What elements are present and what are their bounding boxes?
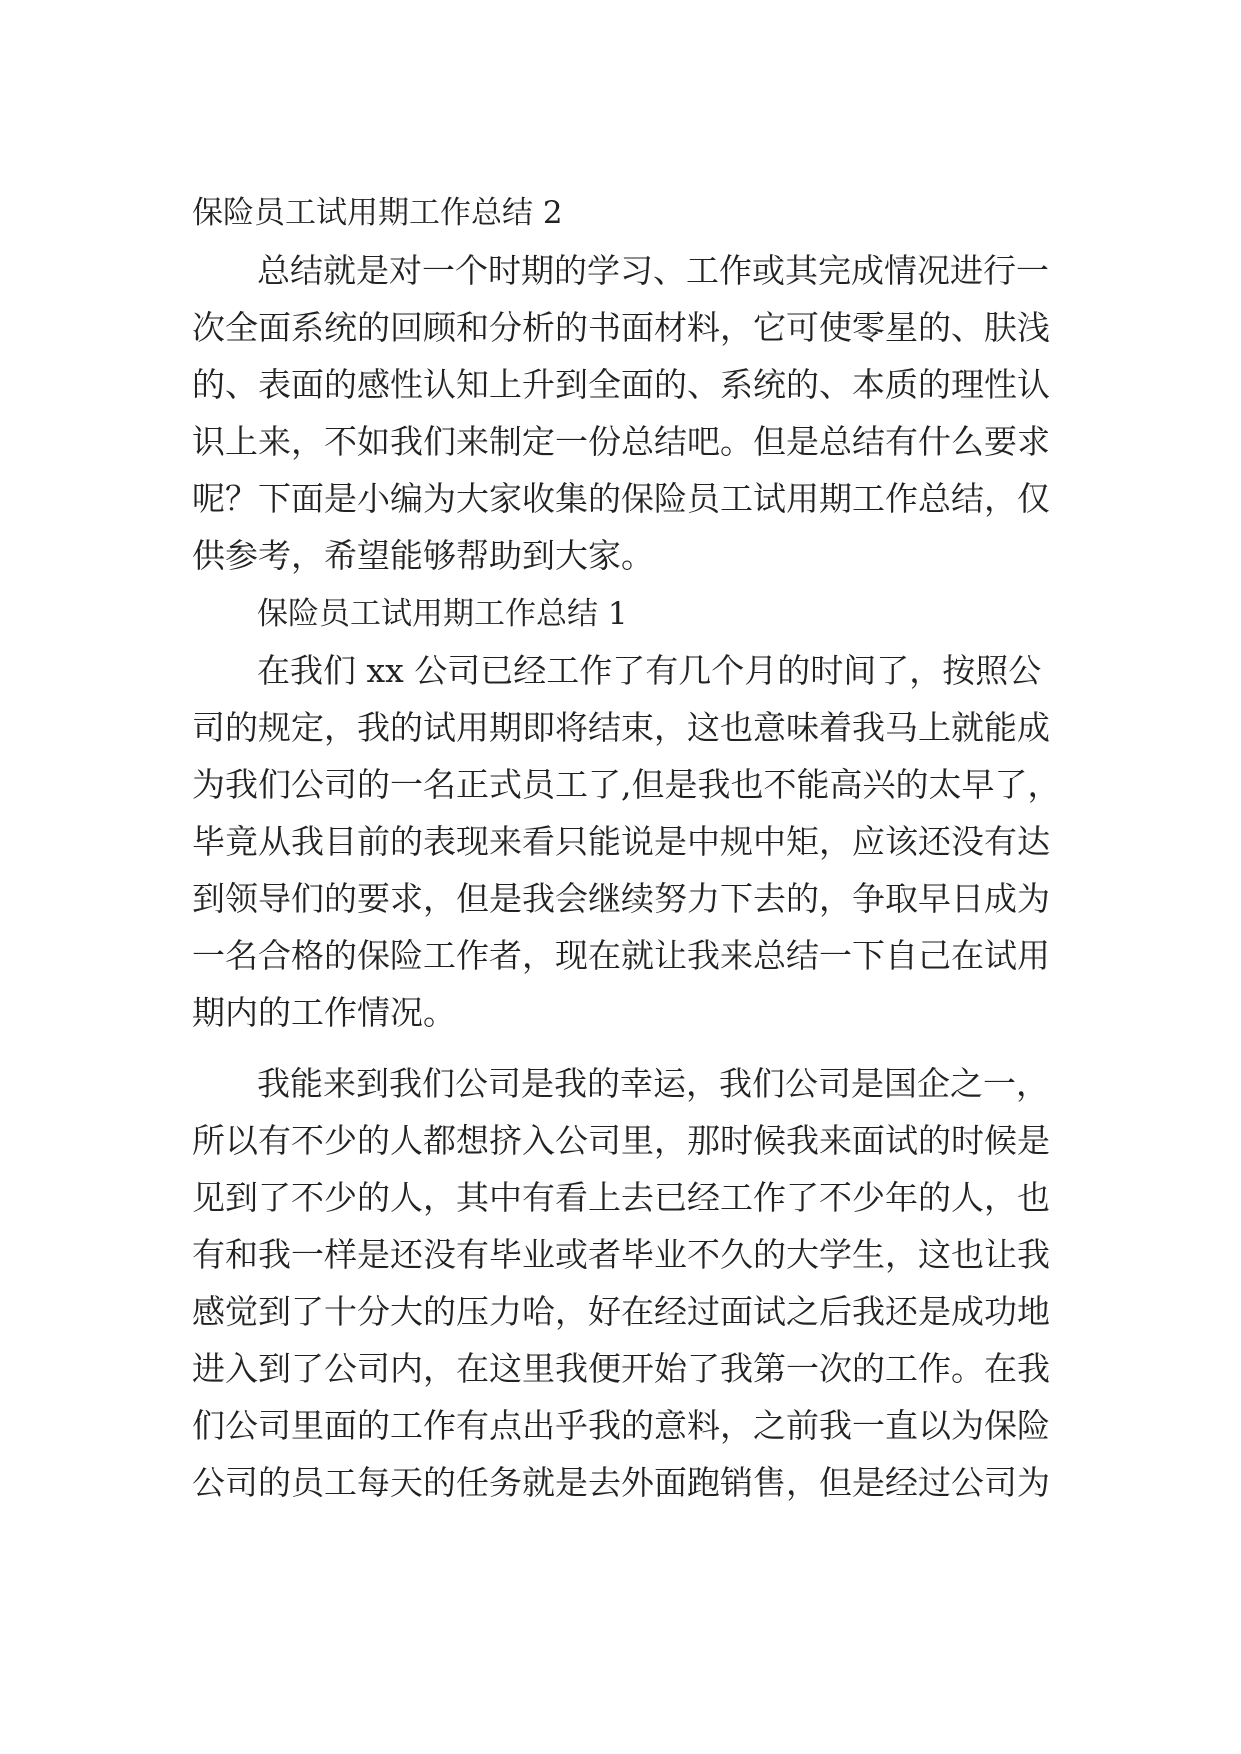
paragraph1-line: 毕竟从我目前的表现来看只能说是中规中矩，应该还没有达 [192,822,1050,861]
paragraph2-line: 见到了不少的人，其中有看上去已经工作了不少年的人，也 [192,1178,1050,1217]
paragraph2-line: 我能来到我们公司是我的幸运，我们公司是国企之一， [257,1064,1049,1103]
intro-line: 识上来，不如我们来制定一份总结吧。但是总结有什么要求 [192,422,1050,461]
paragraph2-line: 公司的员工每天的任务就是去外面跑销售，但是经过公司为 [192,1463,1050,1502]
paragraph2-line: 有和我一样是还没有毕业或者毕业不久的大学生，这也让我 [192,1235,1050,1274]
paragraph1-line: 到领导们的要求，但是我会继续努力下去的，争取早日成为 [192,879,1050,918]
paragraph2-line: 感觉到了十分大的压力哈，好在经过面试之后我还是成功地 [192,1292,1050,1331]
paragraph2-line: 所以有不少的人都想挤入公司里，那时候我来面试的时候是 [192,1121,1050,1160]
intro-line: 总结就是对一个时期的学习、工作或其完成情况进行一 [257,251,1049,290]
section-title: 保险员工试用期工作总结 1 [257,596,628,632]
paragraph1-line: 为我们公司的一名正式员工了,但是我也不能高兴的太早了， [192,765,1061,804]
intro-line: 次全面系统的回顾和分析的书面材料，它可使零星的、肤浅 [192,308,1050,347]
paragraph1-line: 在我们 xx 公司已经工作了有几个月的时间了，按照公 [257,651,1042,690]
paragraph1-line: 一名合格的保险工作者，现在就让我来总结一下自己在试用 [192,936,1050,975]
intro-line: 呢？下面是小编为大家收集的保险员工试用期工作总结，仅 [192,479,1050,518]
paragraph1-line: 期内的工作情况。 [192,993,456,1032]
intro-line: 供参考，希望能够帮助到大家。 [192,536,654,575]
intro-line: 的、表面的感性认知上升到全面的、系统的、本质的理性认 [192,365,1050,404]
document-title: 保险员工试用期工作总结 2 [192,195,563,231]
paragraph2-line: 们公司里面的工作有点出乎我的意料，之前我一直以为保险 [192,1406,1050,1445]
paragraph2-line: 进入到了公司内，在这里我便开始了我第一次的工作。在我 [192,1349,1050,1388]
paragraph1-line: 司的规定，我的试用期即将结束，这也意味着我马上就能成 [192,708,1050,747]
